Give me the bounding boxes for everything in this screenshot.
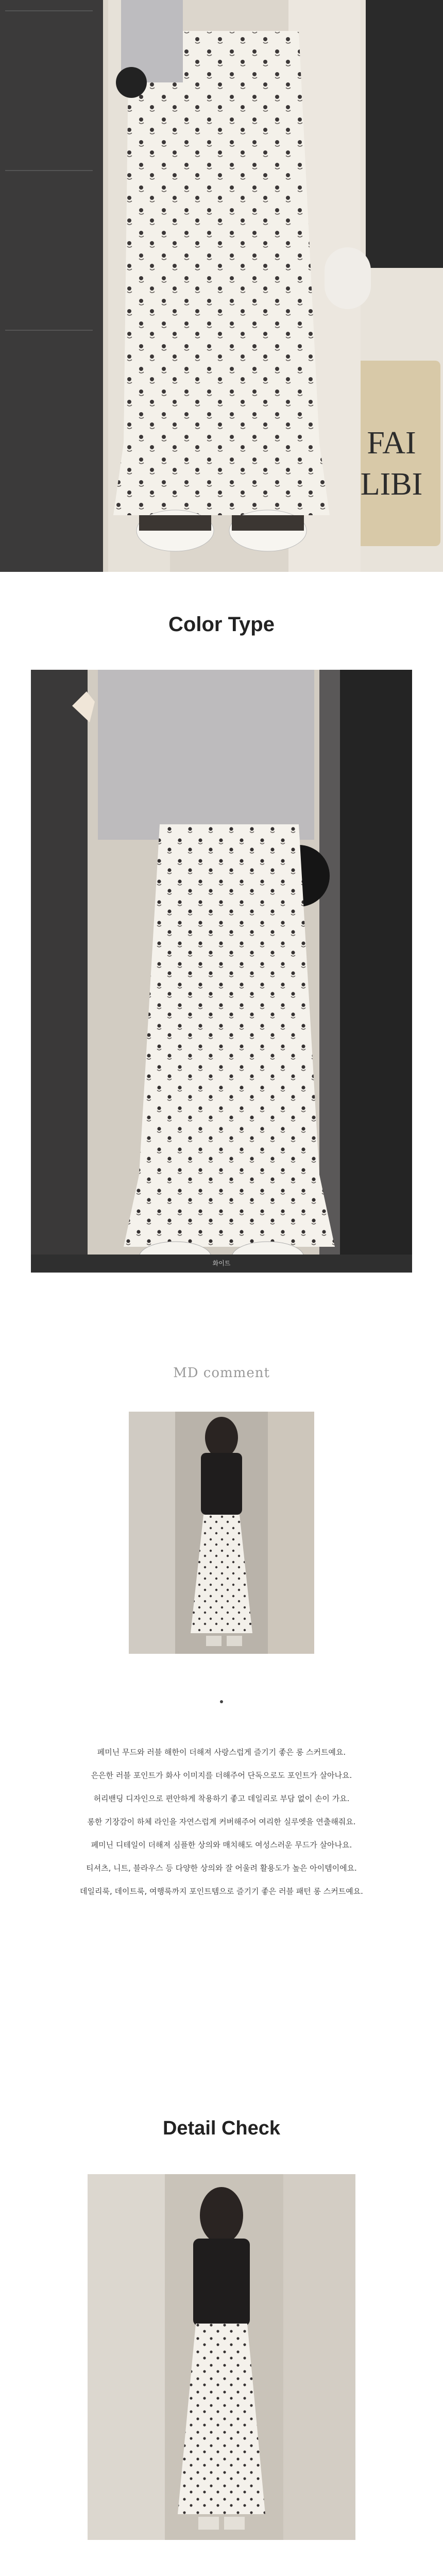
- svg-text:LIBI: LIBI: [360, 467, 423, 502]
- md-comment-photo: [129, 1412, 314, 1654]
- md-comment-text: [0, 1747, 443, 1909]
- md-comment-line: 데일리룩, 데이트룩, 여행룩까지 포인트템으로 즐기기 좋은 러블 패턴 롱 스커트예요.: [80, 1887, 363, 1896]
- md-comment-line: 은은한 러블 포인트가 화사 이미지를 더해주어 단독으로도 포인트가 살아나요.: [91, 1771, 352, 1780]
- md-comment-line: 허리밴딩 디자인으로 편안하게 착용하기 좋고 데일리로 부담 없이 손이 가요.: [93, 1794, 350, 1803]
- color-type-title: Color Type: [168, 613, 275, 636]
- divider-dot: [220, 1700, 223, 1703]
- color-type-photo: [31, 670, 412, 1273]
- md-comment-line: 페미닌 디테일이 더해져 심플한 상의와 매치해도 여성스러운 무드가 살아나요.: [91, 1840, 352, 1850]
- color-type-caption: 화이트: [31, 1257, 412, 1269]
- md-comment-line: 티셔츠, 니트, 블라우스 등 다양한 상의와 잘 어울려 활용도가 높은 아이템이에요.: [86, 1863, 357, 1873]
- top-product-photo: [0, 0, 443, 572]
- detail-check-photo: [88, 2174, 355, 2540]
- md-comment-title: MD comment: [173, 1365, 270, 1381]
- detail-check-title: Detail Check: [162, 2117, 281, 2139]
- svg-text:FAI: FAI: [367, 426, 416, 461]
- md-comment-line: 롱한 기장감이 하체 라인을 자연스럽게 커버해주어 여리한 실루엣을 연출해줘요.: [87, 1817, 356, 1826]
- md-comment-line: 페미닌 무드와 러블 해한이 더해져 사랑스럽게 즐기기 좋은 롱 스커트예요.: [97, 1748, 346, 1757]
